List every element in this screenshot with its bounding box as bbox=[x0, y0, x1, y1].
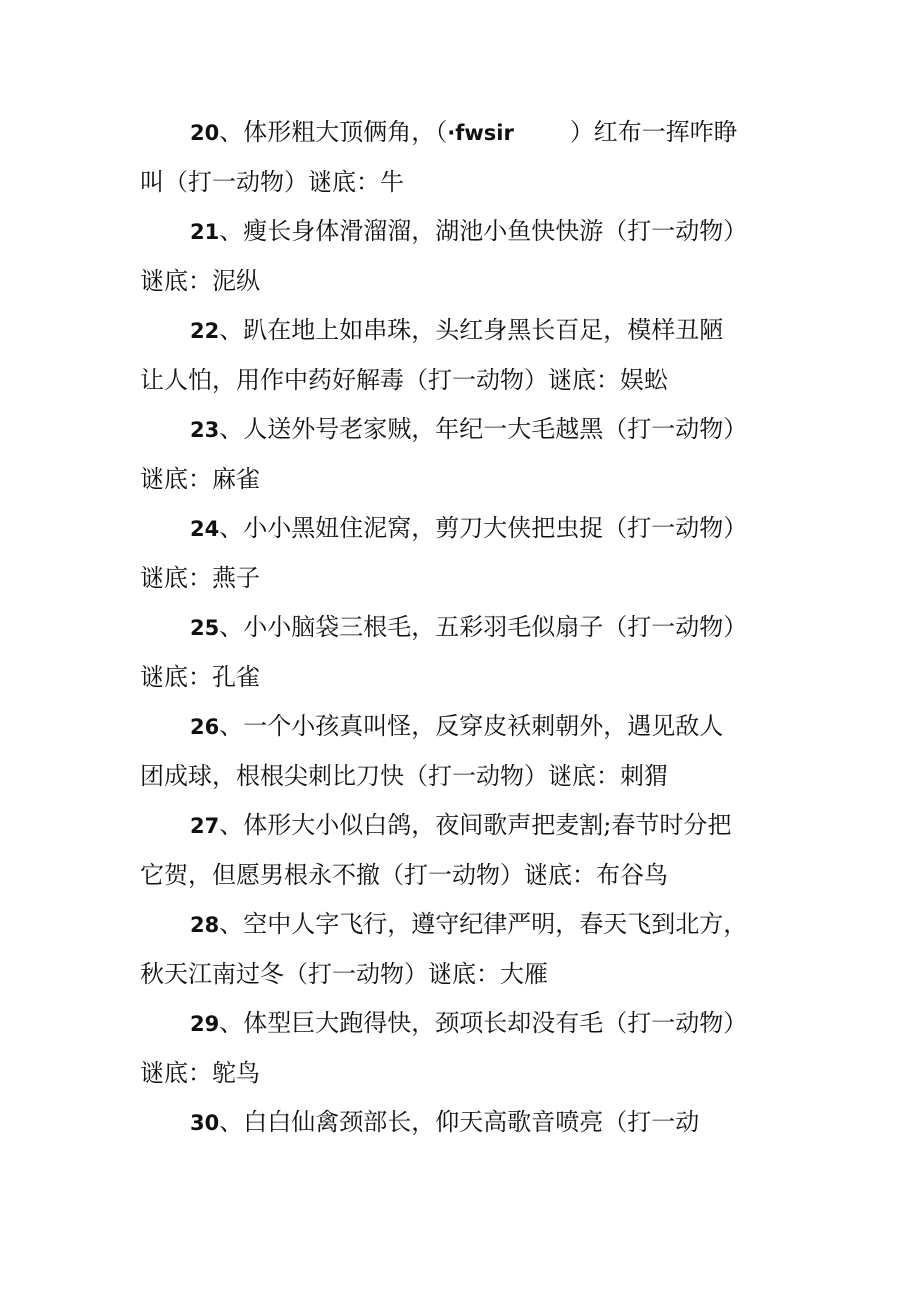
riddle-23-line-1 bbox=[140, 405, 790, 455]
riddle-text: 、小小脑袋三根毛，五彩羽毛似扇子（打一动物） bbox=[219, 613, 748, 641]
riddle-30-line-1 bbox=[140, 1098, 790, 1148]
riddle-number: 20 bbox=[190, 121, 220, 145]
riddle-26-line-2: 团成球，根根尖刺比刀快（打一动物）谜底：刺猬 bbox=[140, 761, 668, 790]
riddle-text: 、白白仙禽颈部长，仰天高歌音喷亮（打一动 bbox=[219, 1108, 700, 1136]
riddle-text: 、人送外号老家贼，年纪一大毛越黑（打一动物） bbox=[219, 415, 748, 443]
riddle-22-line-2: 让人怕，用作中药好解毒（打一动物）谜底：娱蚣 bbox=[140, 365, 668, 394]
riddle-text: 、体形大小似白鸽，夜间歌声把麦割;春节时分把 bbox=[219, 811, 732, 839]
riddle-number: 29 bbox=[190, 1012, 220, 1036]
riddle-text: ）红布一挥咋睁 bbox=[569, 118, 738, 146]
riddle-24-line-1 bbox=[140, 504, 790, 554]
riddle-23-line-2: 谜底：麻雀 bbox=[140, 464, 260, 493]
riddle-text: 、小小黑妞住泥窝，剪刀大侠把虫捉（打一动物） bbox=[219, 514, 748, 542]
riddle-text: 、趴在地上如串珠，头红身黑长百足，模样丑陋 bbox=[219, 316, 724, 344]
riddle-number: 28 bbox=[190, 913, 220, 937]
riddle-list bbox=[140, 108, 790, 1148]
riddle-21-line-2: 谜底：泥纵 bbox=[140, 266, 260, 295]
riddle-26-line-1 bbox=[140, 702, 790, 752]
riddle-28-line-1 bbox=[140, 900, 790, 950]
riddle-number: 26 bbox=[190, 715, 220, 739]
riddle-number: 27 bbox=[190, 814, 220, 838]
riddle-text: 、瘦长身体滑溜溜，湖池小鱼快快游（打一动物） bbox=[219, 217, 748, 245]
riddle-number: 30 bbox=[190, 1111, 220, 1135]
riddle-27-line-1 bbox=[140, 801, 790, 851]
riddle-21-line-1 bbox=[140, 207, 790, 257]
riddle-25-line-2: 谜底：孔雀 bbox=[140, 662, 260, 691]
riddle-20-line-2: 叫（打一动物）谜底：牛 bbox=[140, 167, 404, 196]
riddle-29-line-1 bbox=[140, 999, 790, 1049]
riddle-text: 、体形粗大顶俩角，（ bbox=[219, 118, 448, 146]
riddle-27-line-2: 它贺，但愿男根永不撤（打一动物）谜底：布谷鸟 bbox=[140, 860, 668, 889]
riddle-text: 、空中人字飞行，遵守纪律严明，春天飞到北方， bbox=[219, 910, 748, 938]
riddle-text: 、一个小孩真叫怪，反穿皮袄刺朝外，遇见敌人 bbox=[219, 712, 724, 740]
riddle-number: 21 bbox=[190, 220, 220, 244]
riddle-number: 25 bbox=[190, 616, 220, 640]
riddle-29-line-2: 谜底：鸵鸟 bbox=[140, 1058, 260, 1087]
riddle-number: 23 bbox=[190, 418, 220, 442]
riddle-text: 、体型巨大跑得快，颈项长却没有毛（打一动物） bbox=[219, 1009, 748, 1037]
riddle-24-line-2: 谜底：燕子 bbox=[140, 563, 260, 592]
riddle-20-line-1 bbox=[140, 108, 790, 158]
riddle-22-line-1 bbox=[140, 306, 790, 356]
riddle-number: 24 bbox=[190, 517, 220, 541]
riddle-latin-fragment: ·fwsir bbox=[447, 121, 514, 145]
riddle-28-line-2: 秋天江南过冬（打一动物）谜底：大雁 bbox=[140, 959, 548, 988]
riddle-number: 22 bbox=[190, 319, 220, 343]
riddle-25-line-1 bbox=[140, 603, 790, 653]
